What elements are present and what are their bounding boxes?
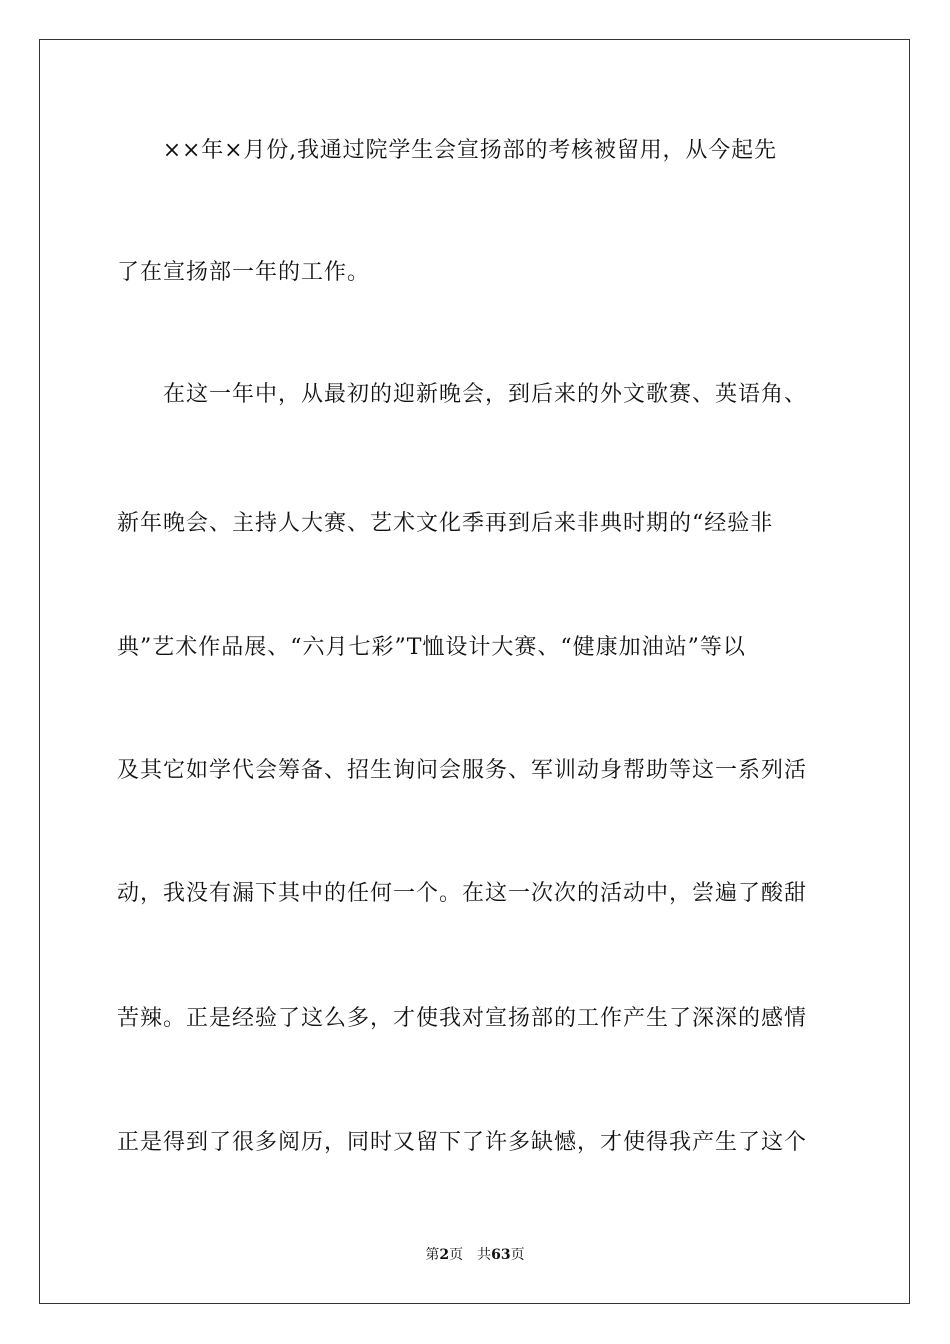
body-text-line: 正是得到了很多阅历，同时又留下了许多缺憾，才使得我产生了这个 <box>117 1130 808 1155</box>
page-number: 2 <box>439 1247 450 1263</box>
total-prefix: 共 <box>477 1247 492 1263</box>
page-border <box>39 39 910 1304</box>
body-text-line: 新年晚会、主持人大赛、艺术文化季再到后来非典时期的“经验非 <box>117 511 774 536</box>
body-text-line: 在这一年中，从最初的迎新晚会，到后来的外文歌赛、英语角、 <box>117 382 808 407</box>
page-prefix: 第 <box>425 1247 440 1263</box>
total-pages: 63 <box>491 1247 511 1263</box>
body-text-line: 动，我没有漏下其中的任何一个。在这一次次的活动中，尝遍了酸甜 <box>117 881 808 906</box>
body-text-line: 典”艺术作品展、“六月七彩”T恤设计大赛、“健康加油站”等以 <box>117 635 746 660</box>
body-text-line: ××年×月份,我通过院学生会宣扬部的考核被留用，从今起先 <box>117 138 777 163</box>
body-text-line: 及其它如学代会筹备、招生询问会服务、军训动身帮助等这一系列活 <box>117 758 808 783</box>
body-text-line: 苦辣。正是经验了这么多，才使我对宣扬部的工作产生了深深的感情 <box>117 1006 808 1031</box>
page-footer <box>0 1246 950 1264</box>
page-suffix: 页 <box>449 1247 464 1263</box>
total-suffix: 页 <box>510 1247 525 1263</box>
body-text-line: 了在宣扬部一年的工作。 <box>117 260 371 285</box>
